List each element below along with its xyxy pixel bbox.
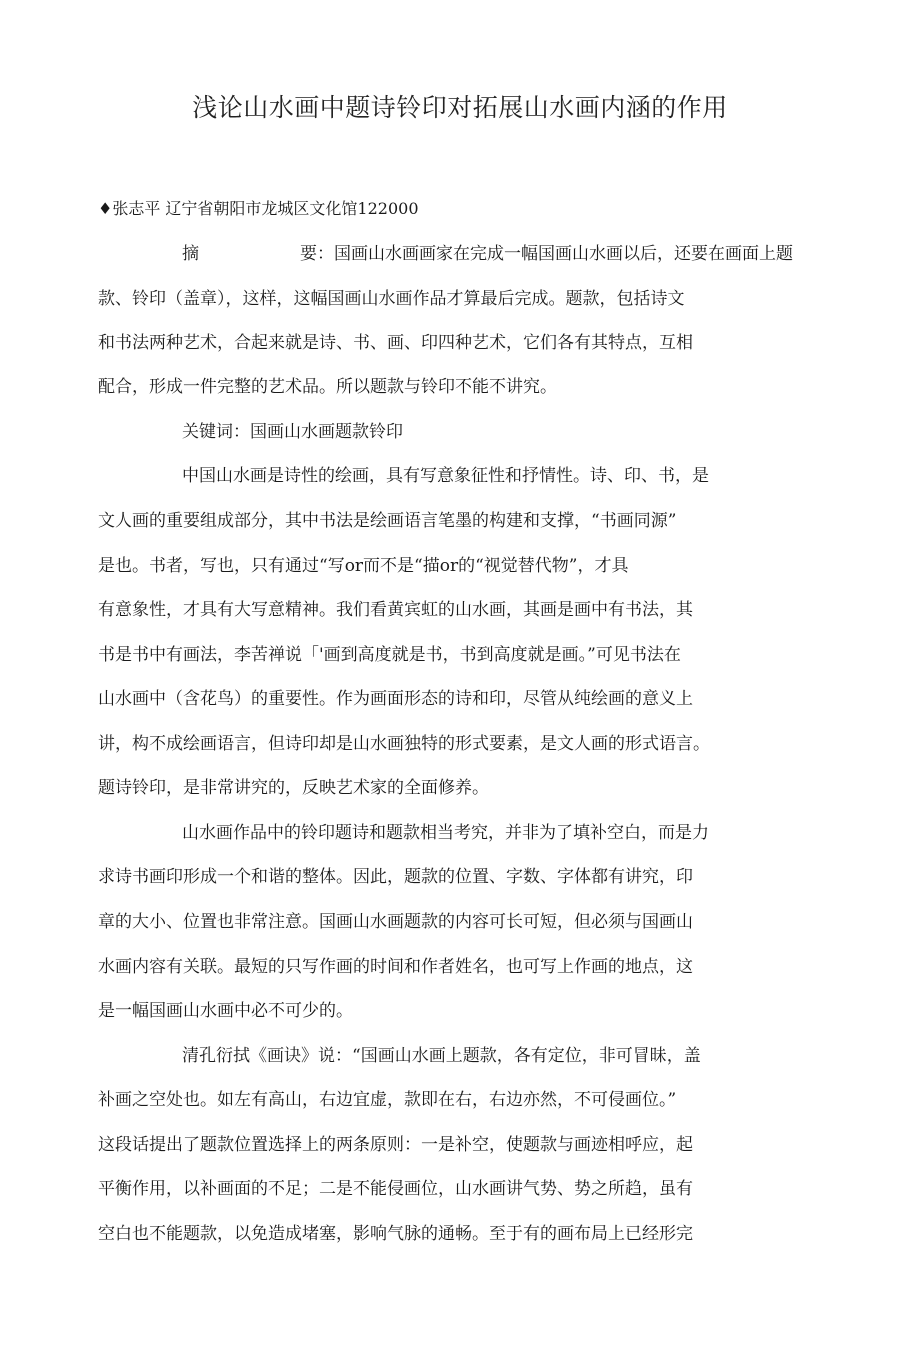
paragraph-line: 山水画作品中的铃印题诗和题款相当考究，并非为了填补空白，而是力 bbox=[182, 823, 709, 843]
abstract-first-line: 要：国画山水画画家在完成一幅国画山水画以后，还要在画面上题 bbox=[300, 244, 793, 264]
paragraph-line: 中国山水画是诗性的绘画，具有写意象征性和抒情性。诗、印、书，是 bbox=[182, 466, 709, 486]
paragraph-line: 空白也不能题款，以免造成堵塞，影响气脉的通畅。至于有的画布局上已经形完 bbox=[98, 1224, 693, 1244]
paragraph-line: 有意象性，才具有大写意精神。我们看黄宾虹的山水画，其画是画中有书法，其 bbox=[98, 600, 693, 620]
document-title: 浅论山水画中题诗铃印对拓展山水画内涵的作用 bbox=[192, 93, 728, 122]
paragraph-line: 求诗书画印形成一个和谐的整体。因此，题款的位置、字数、字体都有讲究，印 bbox=[98, 867, 693, 887]
paragraph-line: 是也。书者，写也，只有通过“写or而不是“描or的“视觉替代物”，才具 bbox=[98, 556, 629, 576]
abstract-line: 配合，形成一件完整的艺术品。所以题款与铃印不能不讲究。 bbox=[98, 377, 557, 397]
paragraph-line: 补画之空处也。如左有高山，右边宜虚，款即在右，右边亦然，不可侵画位。” bbox=[98, 1090, 677, 1110]
paragraph-line: 是一幅国画山水画中必不可少的。 bbox=[98, 1001, 353, 1021]
paragraph-line: 平衡作用，以补画面的不足；二是不能侵画位，山水画讲气势、势之所趋，虽有 bbox=[98, 1179, 693, 1199]
paragraph-line: 这段话提出了题款位置选择上的两条原则：一是补空，使题款与画迹相呼应，起 bbox=[98, 1135, 693, 1155]
keywords-line: 关键词：国画山水画题款铃印 bbox=[182, 422, 403, 442]
paragraph-line: 书是书中有画法，李苦禅说「'画到高度就是书，书到高度就是画。”可见书法在 bbox=[98, 645, 681, 665]
paragraph-line: 清孔衍拭《画诀》说：“国画山水画上题款，各有定位，非可冒昧，盖 bbox=[182, 1046, 701, 1066]
paragraph-line: 讲，构不成绘画语言，但诗印却是山水画独特的形式要素，是文人画的形式语言。 bbox=[98, 734, 710, 754]
paragraph-line: 山水画中（含花鸟）的重要性。作为画面形态的诗和印，尽管从纯绘画的意义上 bbox=[98, 689, 693, 709]
paragraph-line: 文人画的重要组成部分，其中书法是绘画语言笔墨的构建和支撑，“书画同源” bbox=[98, 511, 677, 531]
abstract-line: 和书法两种艺术，合起来就是诗、书、画、印四种艺术，它们各有其特点，互相 bbox=[98, 333, 693, 353]
abstract-line: 款、铃印（盖章），这样，这幅国画山水画作品才算最后完成。题款，包括诗文 bbox=[98, 289, 685, 309]
paragraph-line: 题诗铃印，是非常讲究的，反映艺术家的全面修养。 bbox=[98, 778, 489, 798]
author-line: ♦张志平 辽宁省朝阳市龙城区文化馆122000 bbox=[98, 199, 419, 218]
abstract-label-char: 摘 bbox=[182, 244, 199, 264]
paragraph-line: 水画内容有关联。最短的只写作画的时间和作者姓名，也可写上作画的地点，这 bbox=[98, 957, 693, 977]
paragraph-line: 章的大小、位置也非常注意。国画山水画题款的内容可长可短，但必须与国画山 bbox=[98, 912, 693, 932]
